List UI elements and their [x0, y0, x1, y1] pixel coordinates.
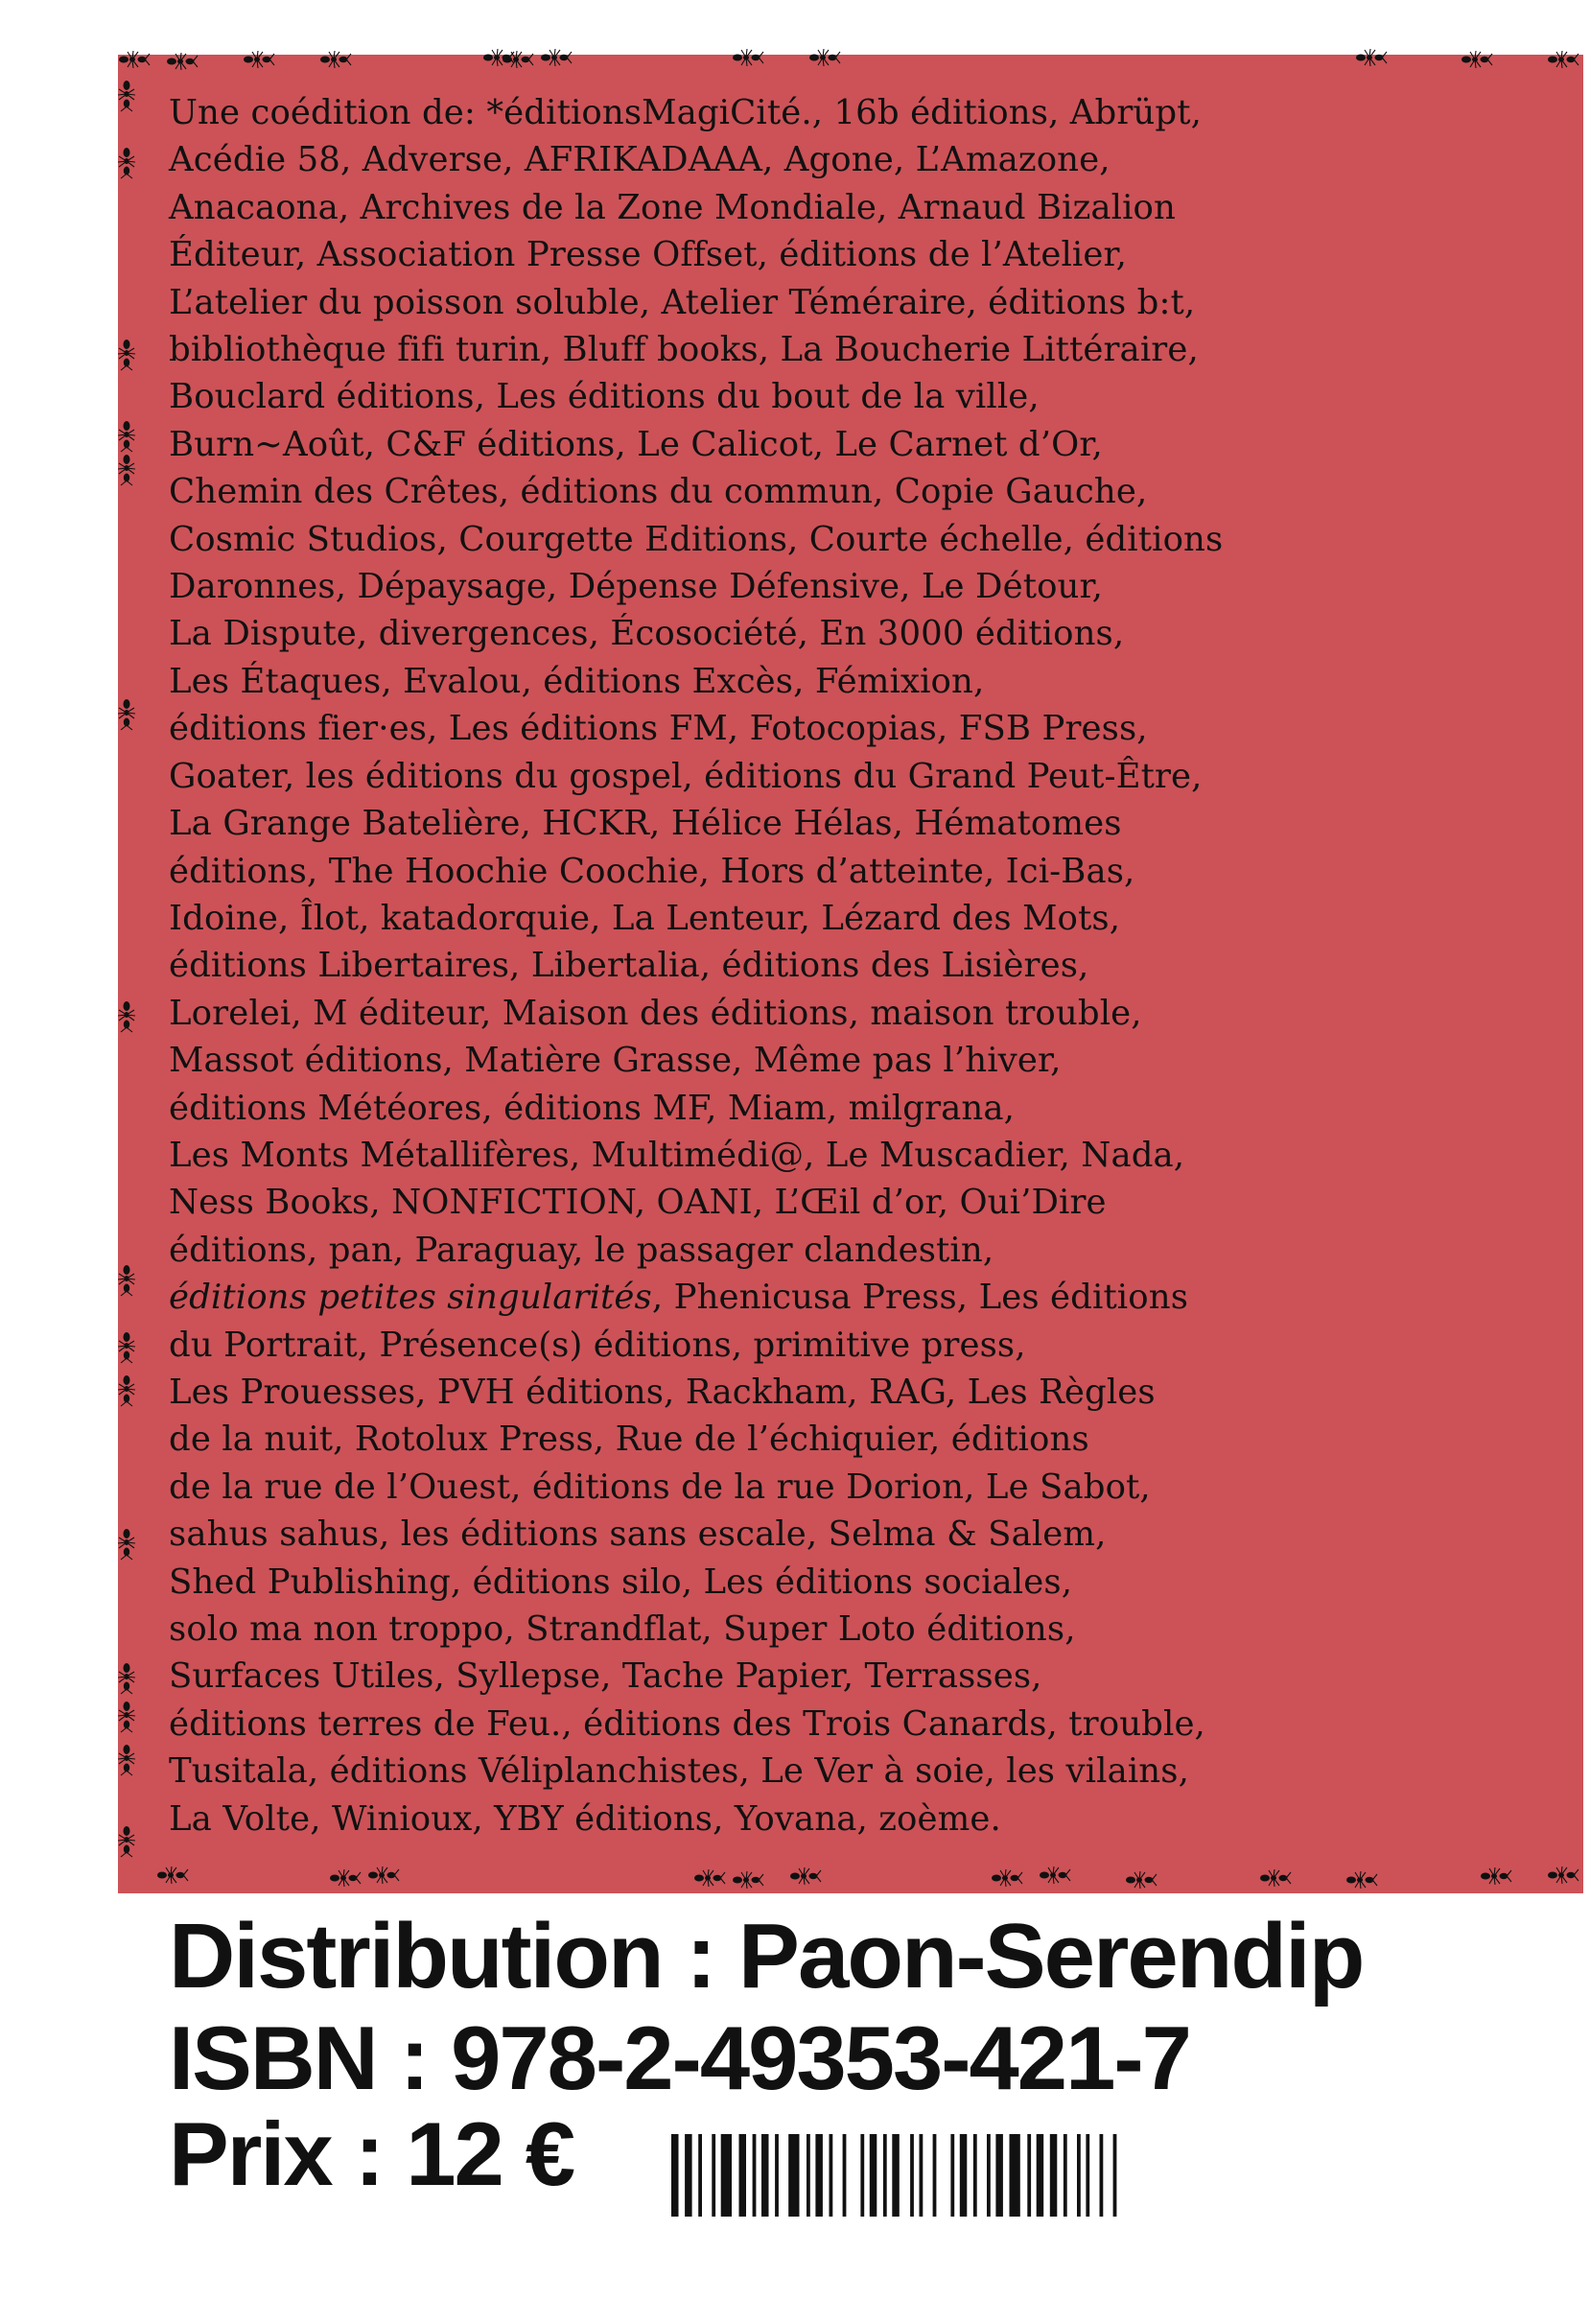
barcode-bar: [1010, 2134, 1020, 2217]
ant-icon: [118, 1662, 135, 1695]
ant-icon: [1547, 51, 1579, 68]
coedition-line: de la rue de l’Ouest, éditions de la rue Dorion, Le Sabot,: [169, 1467, 1151, 1507]
coedition-line: éditions, The Hoochie Coochie, Hors d’atteinte, Ici-Bas,: [169, 851, 1135, 891]
ant-icon: [1480, 1867, 1512, 1885]
ant-icon: [319, 51, 352, 68]
coedition-line: Shed Publishing, éditions silo, Les éditions sociales,: [169, 1561, 1073, 1602]
coedition-line: Daronnes, Dépaysage, Dépense Défensive, Le Détour,: [169, 567, 1104, 607]
ant-icon: [1259, 1869, 1292, 1887]
coedition-line: Anacaona, Archives de la Zone Mondiale, Arnaud Bizalion: [169, 187, 1176, 227]
barcode-bar: [973, 2134, 977, 2217]
barcode-bar: [1113, 2134, 1117, 2217]
ant-icon: [118, 1528, 135, 1561]
coedition-line: Massot éditions, Matière Grasse, Même pas l’hiver,: [169, 1041, 1062, 1081]
barcode-bar: [739, 2134, 747, 2217]
ant-icon: [1355, 49, 1388, 66]
coedition-line: Chemin des Crêtes, éditions du commun, Copie Gauche,: [169, 472, 1148, 512]
barcode-bar: [1100, 2134, 1104, 2217]
coedition-line-rest: , Phenicusa Press, Les éditions: [651, 1278, 1189, 1318]
barcode-bar: [883, 2134, 887, 2217]
ant-icon: [1461, 51, 1493, 68]
ant-icon: [118, 698, 135, 731]
barcode-bar: [1037, 2134, 1044, 2217]
coedition-line: Idoine, Îlot, katadorquie, La Lenteur, Lézard des Mots,: [169, 898, 1121, 938]
coedition-line: Cosmic Studios, Courgette Editions, Courte échelle, éditions: [169, 519, 1224, 559]
coedition-line: Tusitala, éditions Véliplanchistes, Le Ver à soie, les vilains,: [169, 1751, 1189, 1792]
ant-icon: [118, 1701, 135, 1733]
coedition-line: Une coédition de: *éditionsMagiCité., 16b éditions, Abrüpt,: [169, 93, 1202, 132]
barcode-bar: [860, 2134, 864, 2217]
ant-icon: [118, 1744, 135, 1776]
coedition-line: de la nuit, Rotolux Press, Rue de l’échiquier, éditions: [169, 1420, 1089, 1460]
barcode-bar: [933, 2134, 937, 2217]
barcode-bar: [995, 2134, 1003, 2217]
barcode-bar: [910, 2134, 914, 2217]
barcode-bar: [685, 2134, 692, 2217]
barcode-bar: [960, 2134, 968, 2217]
barcode-bar: [775, 2134, 779, 2217]
ant-icon: [1125, 1871, 1157, 1889]
coedition-line: Goater, les éditions du gospel, éditions du Grand Peut-Être,: [169, 756, 1203, 796]
barcode-bar: [950, 2134, 954, 2217]
coedition-line: Acédie 58, Adverse, AFRIKADAAA, Agone, L’Amazone,: [169, 140, 1111, 180]
ant-icon: [502, 51, 534, 68]
coedition-line: solo ma non troppo, Strandflat, Super Loto éditions,: [169, 1609, 1076, 1649]
ant-icon: [118, 51, 151, 68]
barcode-bar: [870, 2134, 877, 2217]
coedition-line: Bouclard éditions, Les éditions du bout de la ville,: [169, 377, 1040, 417]
ant-icon: [118, 339, 135, 371]
ant-icon: [118, 1374, 135, 1407]
coedition-line: du Portrait, Présence(s) éditions, primitive press,: [169, 1325, 1026, 1365]
barcode-bar: [712, 2134, 715, 2217]
coedition-line: sahus sahus, les éditions sans escale, Selma & Salem,: [169, 1514, 1107, 1555]
coedition-line: La Grange Batelière, HCKR, Hélice Hélas, Hématomes: [169, 804, 1122, 844]
barcode-bar: [1050, 2134, 1058, 2217]
ant-icon: [118, 420, 135, 453]
barcode-bar: [753, 2134, 757, 2217]
ant-icon: [118, 147, 135, 179]
barcode-bar: [807, 2134, 810, 2217]
distribution-line: Distribution : Paon-Serendip: [169, 1905, 1364, 2007]
ant-icon: [118, 1825, 135, 1858]
ant-icon: [808, 49, 841, 66]
barcode-bar: [761, 2134, 769, 2217]
barcode-bar: [671, 2134, 679, 2217]
coedition-line: Les Étaques, Evalou, éditions Excès, Fémixion,: [169, 661, 985, 701]
ant-icon: [118, 1331, 135, 1364]
ant-icon: [166, 53, 199, 70]
barcode-bar: [892, 2134, 900, 2217]
ant-icon: [118, 1000, 135, 1033]
ant-icon: [1345, 1871, 1378, 1889]
barcode-bar: [698, 2134, 702, 2217]
coedition-line: Les Monts Métallifères, Multimédi@, Le Muscadier, Nada,: [169, 1135, 1185, 1175]
barcode: [671, 2134, 1343, 2217]
coedition-line: Burn~Août, C&F éditions, Le Calicot, Le Carnet d’Or,: [169, 424, 1103, 464]
barcode-bar: [830, 2134, 833, 2217]
ant-icon: [1039, 1866, 1071, 1884]
coedition-list: [169, 89, 1569, 1843]
ant-icon: [243, 51, 275, 68]
coedition-line: éditions fier·es, Les éditions FM, Fotocopias, FSB Press,: [169, 709, 1148, 749]
ant-icon: [118, 80, 135, 112]
coedition-line: éditions, pan, Paraguay, le passager clandestin,: [169, 1230, 994, 1270]
ant-icon: [118, 454, 135, 486]
price-line: Prix : 12 €: [169, 2103, 574, 2204]
italic-publisher: éditions petites singularités: [169, 1278, 652, 1318]
coedition-line: Lorelei, M éditeur, Maison des éditions, maison trouble,: [169, 993, 1142, 1033]
ant-icon: [789, 1867, 822, 1885]
ant-icon: [118, 1264, 135, 1297]
barcode-bar: [1086, 2134, 1089, 2217]
ant-icon: [991, 1869, 1023, 1887]
barcode-bar: [1077, 2134, 1081, 2217]
ant-icon: [693, 1869, 726, 1887]
ant-icon: [156, 1866, 189, 1884]
isbn-line: ISBN : 978-2-49353-421-7: [169, 2007, 1190, 2108]
barcode-bar: [920, 2134, 924, 2217]
ant-icon: [732, 1871, 764, 1889]
coedition-line: L’atelier du poisson soluble, Atelier Téméraire, éditions b:t,: [169, 282, 1196, 322]
coedition-line: Ness Books, NONFICTION, OANI, L’Œil d’or, Oui’Dire: [169, 1183, 1107, 1223]
coedition-line: Éditeur, Association Presse Offset, éditions de l’Atelier,: [169, 235, 1128, 275]
coedition-line: bibliothèque fifi turin, Bluff books, La Boucherie Littéraire,: [169, 330, 1199, 370]
ant-icon: [732, 49, 764, 66]
ant-icon: [1547, 1866, 1579, 1884]
barcode-bar: [843, 2134, 847, 2217]
coedition-line: éditions Libertaires, Libertalia, éditions des Lisières,: [169, 946, 1089, 986]
barcode-bar: [721, 2134, 732, 2217]
barcode-bar: [987, 2134, 991, 2217]
coedition-line: éditions Météores, éditions MF, Miam, milgrana,: [169, 1088, 1016, 1128]
ant-icon: [540, 49, 573, 66]
coedition-line: La Volte, Winioux, YBY éditions, Yovana, zoème.: [169, 1798, 1001, 1839]
coedition-line: éditions terres de Feu., éditions des Trois Canards, trouble,: [169, 1703, 1205, 1744]
ant-icon: [367, 1866, 400, 1884]
ant-icon: [329, 1869, 362, 1887]
coedition-line: Surfaces Utiles, Syllepse, Tache Papier, Terrasses,: [169, 1656, 1042, 1697]
coedition-line: [169, 1274, 1569, 1321]
coedition-line: Les Prouesses, PVH éditions, Rackham, RAG, Les Règles: [169, 1372, 1156, 1412]
barcode-bar: [1064, 2134, 1067, 2217]
barcode-bar: [1027, 2134, 1031, 2217]
barcode-bar: [788, 2134, 799, 2217]
barcode-bar: [815, 2134, 823, 2217]
coedition-line: La Dispute, divergences, Écosociété, En 3000 éditions,: [169, 614, 1125, 654]
